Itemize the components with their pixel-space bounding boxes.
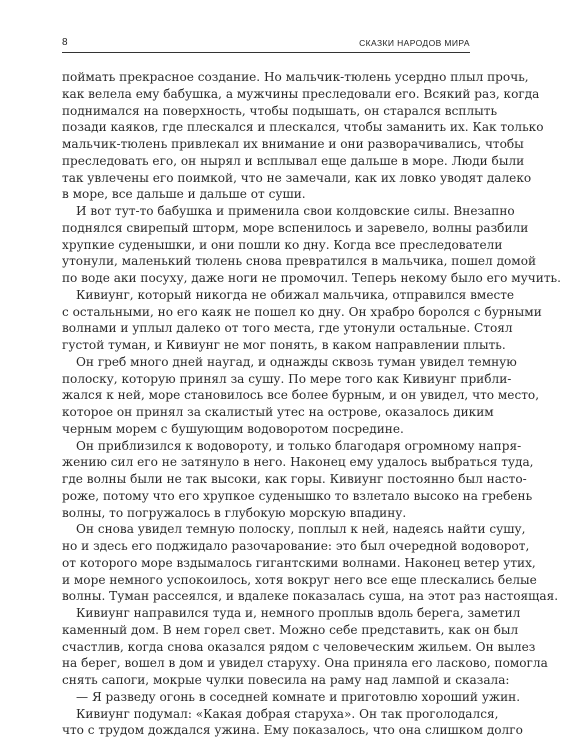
text-line: преследовать его, он нырял и всплывал еще дальше в море. Люди были <box>62 153 525 168</box>
paragraph-first-line: Он греб много дней наугад, и однажды сквозь туман увидел темную <box>76 354 517 369</box>
paragraph-first-line: Кивиунг, который никогда не обижал мальчика, отправился вместе <box>76 287 515 302</box>
page-header <box>62 37 470 51</box>
text-line: и море немного успокоилось, хотя вокруг него все еще плескались белые <box>62 572 537 587</box>
text-line: черным морем с бушующим водоворотом посредине. <box>62 421 404 436</box>
dialogue-line: — Я разведу огонь в соседней комнате и приготовлю хороший ужин. <box>76 689 521 704</box>
paragraph-first-line: И вот тут-то бабушка и применила свои колдовские силы. Внезапно <box>76 204 515 218</box>
text-line: но и здесь его поджидало разочарование: это был очередной водоворот, <box>62 539 530 553</box>
text-line: поднимался на поверхность, чтобы подышать, он старался всплыть <box>62 103 498 118</box>
text-line: которое он принял за скалистый утес на острове, оказалось диким <box>62 405 494 419</box>
text-line: волнами и уплыл далеко от того места, где утонули остальные. Стоял <box>62 321 513 336</box>
body-text <box>62 69 561 739</box>
text-line: что с трудом дождался ужина. Ему показалось, что она слишком долго <box>62 723 523 738</box>
paragraph-first-line: Кивиунг направился туда и, немного проплыв вдоль берега, заметил <box>76 606 521 620</box>
text-line: поднялся свирепый шторм, море вспенилось и заревело, волны разбили <box>62 220 529 235</box>
text-line: как велела ему бабушка, а мужчины преследовали его. Всякий раз, когда <box>62 86 540 101</box>
text-line: в море, все дальше и дальше от суши. <box>62 187 306 202</box>
text-line: каменный дом. В нем горел свет. Можно себе представить, как он был <box>62 622 519 637</box>
header-rule <box>62 52 470 53</box>
text-line: волны, то погружалось в глубокую морскую впадину. <box>62 505 407 520</box>
text-line: жению сил его не затянуло в него. Наконец ему удалось выбраться туда, <box>62 455 534 470</box>
text-line: на берег, вошел в дом и увидел старуху. Она приняла его ласково, помогла <box>62 656 548 671</box>
text-line: счастлив, когда снова оказался рядом с человеческим жильем. Он вылез <box>62 639 536 654</box>
text-line: густой туман, и Кивиунг не мог понять, в каком направлении плыть. <box>62 338 506 352</box>
paragraph-first-line: Он снова увидел темную полоску, поплыл к ней, надеясь найти сушу, <box>76 522 526 537</box>
text-line: мальчик-тюлень привлекал их внимание и они разворачивались, чтобы <box>62 137 524 151</box>
running-title: СКАЗКИ НАРОДОВ МИРА <box>359 38 470 48</box>
text-line: от которого море вздымалось гигантскими волнами. Наконец ветер утих, <box>62 555 536 570</box>
text-line: поймать прекрасное создание. Но мальчик-тюлень усердно плыл прочь, <box>62 70 529 84</box>
text-line: позади каяков, где плескался и плескался, чтобы заманить их. Как только <box>62 120 544 135</box>
text-line: роже, потому что его хрупкое суденышко то взлетало высоко на гребень <box>62 488 533 503</box>
text-line: с остальными, но его каяк не пошел ко дну. Он храбро боролся с бурными <box>62 304 542 319</box>
text-line: снять сапоги, мокрые чулки повесила на раму над лампой и сказала: <box>62 673 510 687</box>
text-line: хрупкие суденышки, и они пошли ко дну. Когда все преследователи <box>62 237 503 252</box>
text-line: жался к ней, море становилось все более бурным, и он увидел, что место, <box>62 388 540 403</box>
text-line: полоску, которую принял за сушу. По мере того как Кивиунг прибли- <box>62 371 512 386</box>
page-number: 8 <box>62 37 68 48</box>
text-line: где волны были не так высоки, как горы. Кивиунг постоянно был насто- <box>62 472 527 486</box>
paragraph-first-line: Кивиунг подумал: «Какая добрая старуха». Он так проголодался, <box>76 706 499 721</box>
paragraph-first-line: Он приблизился к водовороту, и только благодаря огромному напря- <box>76 438 522 453</box>
text-line: так увлечены его поимкой, что не замечали, как их ловко уводят далеко <box>62 170 532 185</box>
text-line: волны. Туман рассеялся, и вдалеке показалась суша, на этот раз настоящая. <box>62 589 559 604</box>
text-line: по воде аки посуху, даже ноги не промочил. Теперь некому было его мучить. <box>62 271 561 285</box>
text-line: утонули, маленький тюлень снова превратился в мальчика, пошел домой <box>62 254 537 269</box>
